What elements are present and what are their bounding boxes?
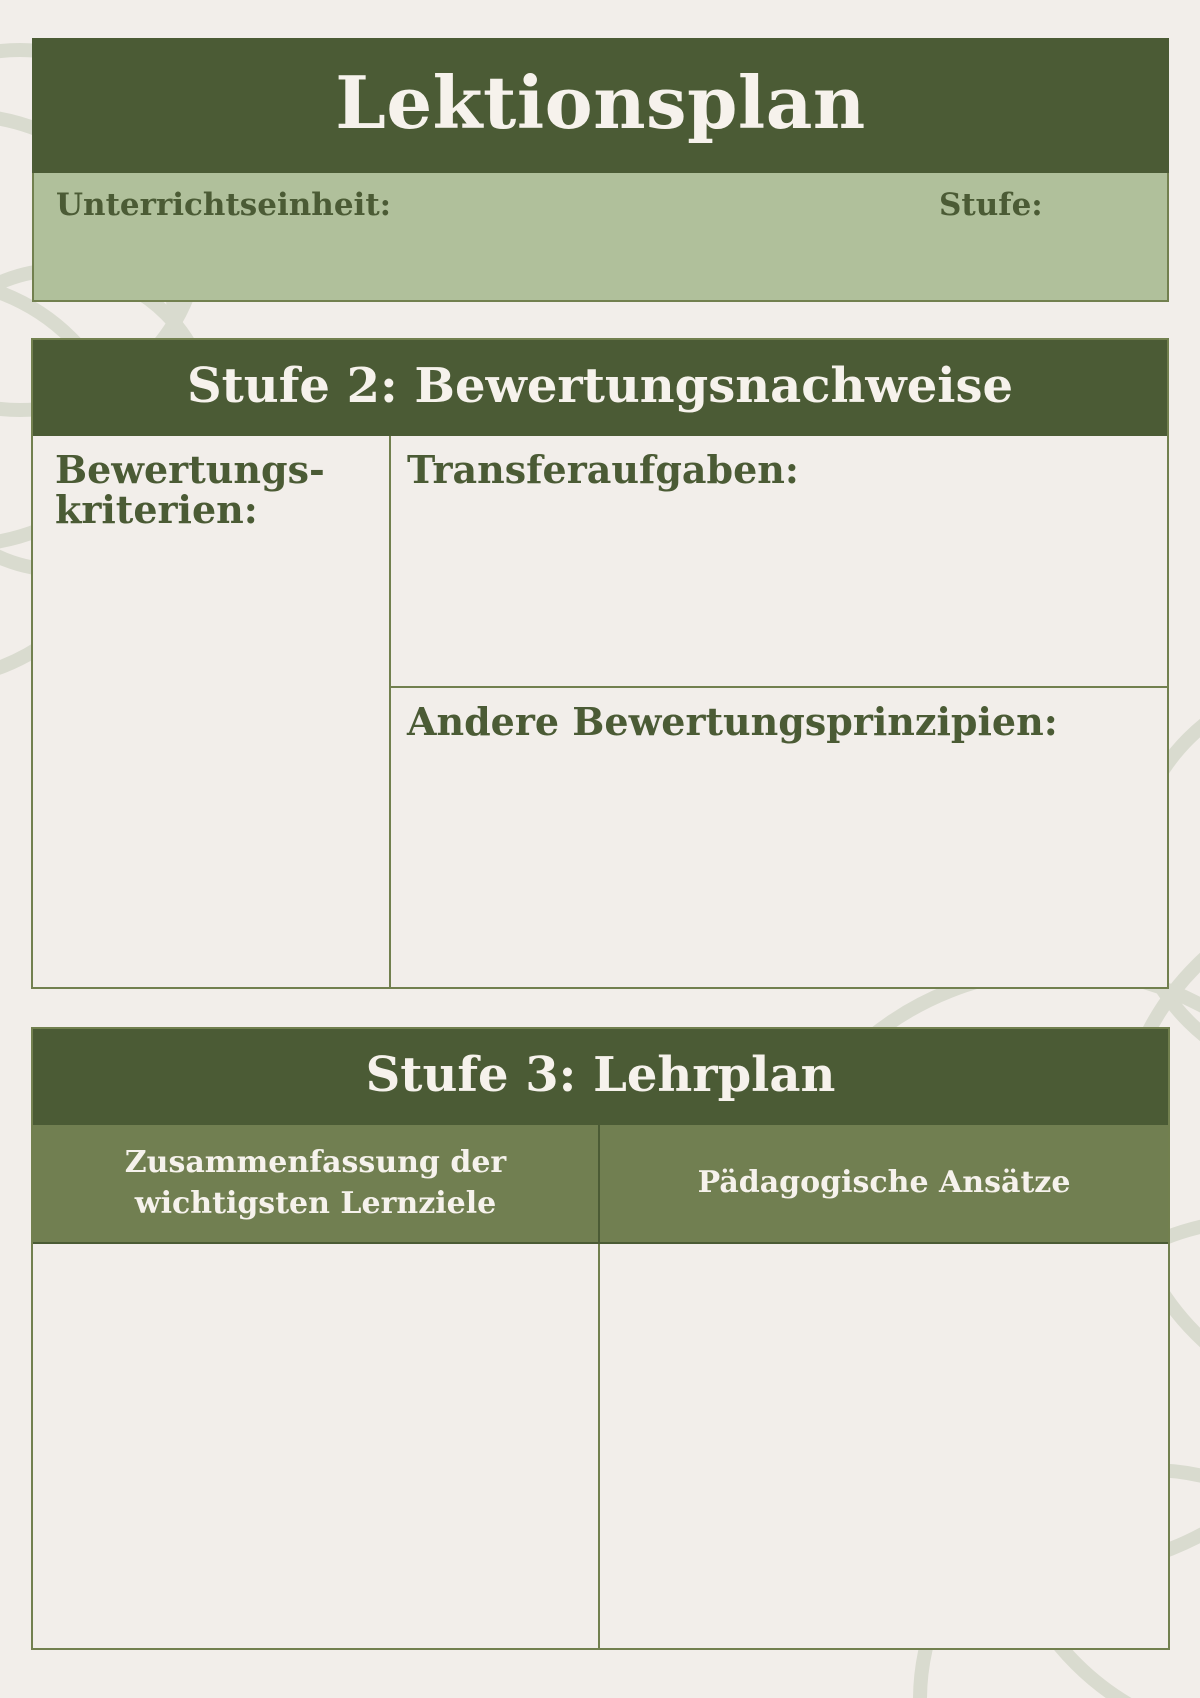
other-principles-label: Andere Bewertungsprinzipien:	[407, 699, 1058, 744]
pedagogical-approaches-cell	[600, 1244, 1168, 1648]
assessment-section	[31, 338, 1169, 989]
transfer-tasks-cell	[391, 436, 1167, 688]
learning-goals-header	[33, 1125, 600, 1244]
level-label: Stufe:	[939, 187, 1043, 223]
criteria-label-line1: Bewertungs-	[55, 447, 325, 492]
info-bar	[32, 173, 1169, 302]
curriculum-section-title: Stufe 3: Lehrplan	[365, 1047, 836, 1103]
assessment-section-header	[33, 340, 1167, 436]
unit-label: Unterrichtseinheit:	[56, 187, 392, 223]
criteria-label-line2: kriterien:	[55, 486, 258, 532]
assessment-section-title: Stufe 2: Bewertungsnachweise	[186, 358, 1014, 414]
title-bar	[32, 38, 1169, 173]
pedagogical-approaches-header	[600, 1125, 1168, 1244]
curriculum-section-header	[33, 1029, 1168, 1125]
other-principles-cell	[391, 688, 1167, 987]
criteria-label	[55, 447, 375, 532]
learning-goals-label	[105, 1143, 526, 1224]
page-title: Lektionsplan	[335, 59, 866, 145]
learning-goals-label-line1: Zusammenfassung der	[124, 1145, 507, 1180]
criteria-cell	[33, 436, 391, 987]
curriculum-section	[31, 1027, 1170, 1650]
pedagogical-approaches-label: Pädagogische Ansätze	[697, 1165, 1071, 1201]
learning-goals-cell	[33, 1244, 600, 1648]
transfer-tasks-label: Transferaufgaben:	[407, 447, 799, 492]
learning-goals-label-line2: wichtigsten Lernziele	[134, 1185, 497, 1221]
